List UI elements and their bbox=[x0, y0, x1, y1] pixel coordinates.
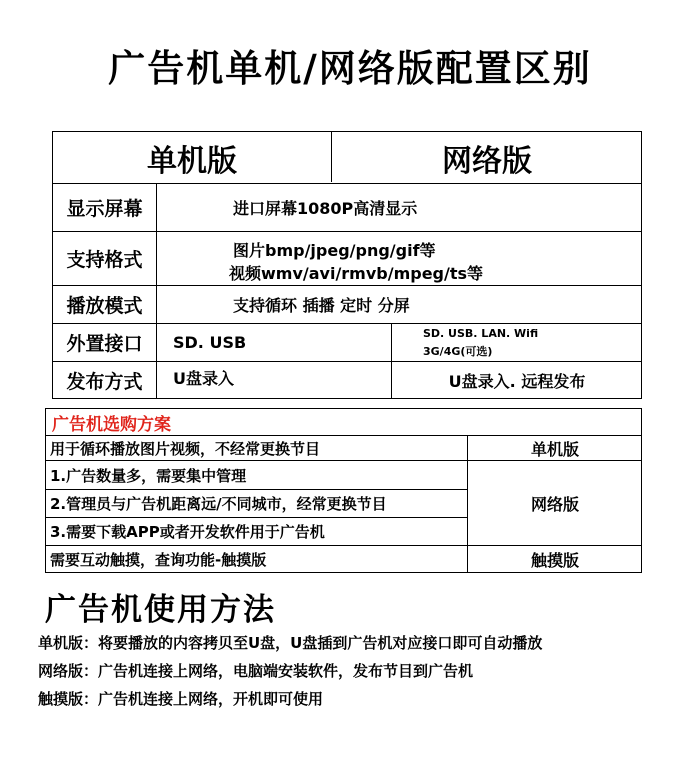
row-label-ports: 外置接口 bbox=[66, 333, 143, 355]
publish-network: U盘录入. 远程发布 bbox=[448, 372, 586, 391]
display-value: 进口屏幕1080P高清显示 bbox=[233, 199, 418, 218]
row-label-publish: 发布方式 bbox=[66, 371, 143, 393]
row-label-playmode: 播放模式 bbox=[66, 295, 143, 317]
plan-row-1-version: 单机版 bbox=[530, 439, 579, 459]
header-standalone: 单机版 bbox=[147, 143, 237, 179]
header-network: 网络版 bbox=[442, 143, 532, 179]
plan-row-4-text: 3.需要下载APP或者开发软件用于广告机 bbox=[50, 523, 325, 541]
plan-row-5-version: 触摸版 bbox=[530, 551, 579, 570]
usage-line-standalone: 单机版：将要播放的内容拷贝至U盘，U盘插到广告机对应接口即可自动播放 bbox=[38, 634, 543, 652]
row-label-display: 显示屏幕 bbox=[66, 198, 143, 220]
plan-row-2-text: 1.广告数量多，需要集中管理 bbox=[50, 466, 247, 485]
plan-title: 广告机选购方案 bbox=[52, 414, 171, 435]
formats-video: 视频wmv/avi/rmvb/mpeg/ts等 bbox=[229, 264, 484, 283]
row-label-formats: 支持格式 bbox=[66, 249, 143, 271]
comparison-table bbox=[52, 131, 642, 399]
formats-image: 图片bmp/jpeg/png/gif等 bbox=[233, 241, 436, 260]
page-title: 广告机单机/网络版配置区别 bbox=[108, 47, 592, 90]
purchase-plan-table bbox=[45, 408, 642, 573]
usage-heading: 广告机使用方法 bbox=[45, 592, 276, 628]
plan-row-3-text: 2.管理员与广告机距离远/不同城市，经常更换节目 bbox=[50, 495, 387, 513]
table-divider bbox=[156, 323, 157, 398]
ports-network-line1: SD. USB. LAN. Wifi bbox=[423, 327, 539, 340]
publish-standalone: U盘录入 bbox=[173, 368, 234, 388]
usage-line-network: 网络版：广告机连接上网络，电脑端安装软件，发布节目到广告机 bbox=[38, 662, 474, 680]
plan-row-1-text: 用于循环播放图片视频，不经常更换节目 bbox=[50, 439, 321, 458]
plan-network-version: 网络版 bbox=[530, 494, 579, 514]
plan-row-5-text: 需要互动触摸，查询功能-触摸版 bbox=[50, 551, 267, 569]
usage-line-touch: 触摸版：广告机连接上网络，开机即可使用 bbox=[38, 690, 324, 708]
ports-network-line2: 3G/4G(可选) bbox=[423, 345, 493, 358]
ports-standalone: SD. USB bbox=[173, 333, 247, 352]
playmode-value: 支持循环 插播 定时 分屏 bbox=[233, 296, 410, 315]
